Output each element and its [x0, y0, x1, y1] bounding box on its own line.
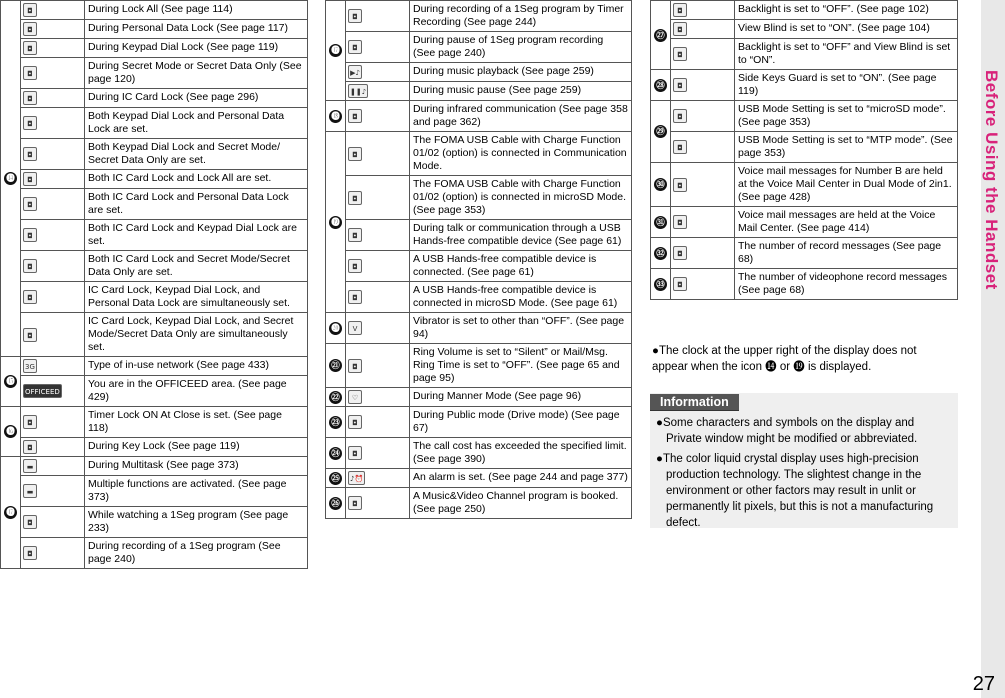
- description: Both IC Card Lock and Lock All are set.: [85, 170, 308, 189]
- table-row: [651, 101, 958, 132]
- music-pause-icon: ❚❚♪: [348, 84, 368, 98]
- description: The number of videophone record messages (See page 68): [735, 269, 958, 300]
- description: IC Card Lock, Keypad Dial Lock, and Secret Mode/Secret Data Only are simultaneously set.: [85, 313, 308, 357]
- public-mode-icon: ◘: [348, 415, 362, 429]
- section-number: [651, 101, 671, 163]
- icon-cell: [671, 101, 735, 132]
- section-number: [1, 1, 21, 357]
- usb-cable-microsd-icon: ◘: [348, 191, 362, 205]
- description: Vibrator is set to other than “OFF”. (See page 94): [410, 313, 632, 344]
- section-number-badge: ㉛: [654, 216, 667, 229]
- voice-mail-b-icon: ◘: [673, 178, 687, 192]
- description: Backlight is set to “OFF” and View Blind is set to “ON”.: [735, 39, 958, 70]
- table-row: [1, 170, 308, 189]
- icon-cell: [21, 170, 85, 189]
- page-number: 27: [972, 673, 995, 695]
- keypad-personal-lock-icon: ◘: [23, 116, 37, 130]
- music-video-channel-icon: ◘: [348, 496, 362, 510]
- manner-mode-icon: ♡: [348, 390, 362, 404]
- table-row: [651, 20, 958, 39]
- information-box: [650, 393, 958, 528]
- icon-cell: [21, 357, 85, 376]
- section-number-badge: ⓮: [4, 172, 17, 185]
- ic-lock-all-icon: ◘: [23, 172, 37, 186]
- usb-cable-icon: ◘: [348, 147, 362, 161]
- icon-cell: [346, 407, 410, 438]
- section-number-badge: ㉚: [654, 178, 667, 191]
- icon-cell: [671, 1, 735, 20]
- description: During Lock All (See page 114): [85, 1, 308, 20]
- description: During Multitask (See page 373): [85, 457, 308, 476]
- icon-cell: [21, 1, 85, 20]
- section-number-badge: ㉝: [654, 278, 667, 291]
- side-keys-guard-icon: ◘: [673, 78, 687, 92]
- description: Backlight is set to “OFF”. (See page 102): [735, 1, 958, 20]
- table-row: [1, 20, 308, 39]
- bullet-icon: ●: [656, 453, 663, 465]
- table-row: [326, 82, 632, 101]
- icon-cell: [21, 39, 85, 58]
- table-row: [326, 438, 632, 469]
- icon-cell: [346, 220, 410, 251]
- record-messages-icon: ◘: [673, 246, 687, 260]
- description: The FOMA USB Cable with Charge Function 01/02 (option) is connected in Communication Mode.: [410, 132, 632, 176]
- table-row: [326, 407, 632, 438]
- table-row: [326, 101, 632, 132]
- description: Timer Lock ON At Close is set. (See page 118): [85, 407, 308, 438]
- table-row: [326, 132, 632, 176]
- section-number-badge: ㉜: [654, 247, 667, 260]
- call-cost-icon: ◘: [348, 446, 362, 460]
- ic-personal-lock-icon: ◘: [23, 197, 37, 211]
- description: The FOMA USB Cable with Charge Function 01/02 (option) is connected in microSD Mode. (See page 353): [410, 176, 632, 220]
- section-number-badge: ⓴: [329, 322, 342, 335]
- section-number-badge: ㉘: [654, 79, 667, 92]
- table-row: [651, 269, 958, 300]
- section-number: [1, 407, 21, 457]
- view-blind-icon: ◘: [673, 22, 687, 36]
- table-row: [651, 163, 958, 207]
- icon-cell: [21, 108, 85, 139]
- lock-all-icon: ◘: [23, 3, 37, 17]
- icon-cell: [346, 176, 410, 220]
- description: Ring Volume is set to “Silent” or Mail/Msg. Ring Time is set to “OFF”. (See page 65 and page 95): [410, 344, 632, 388]
- voice-mail-icon: ◘: [673, 215, 687, 229]
- icon-cell: [671, 39, 735, 70]
- description: During music playback (See page 259): [410, 63, 632, 82]
- section-number: [326, 101, 346, 132]
- information-item: ●The color liquid crystal display uses high-precision production technology. The slightest change in the environment or other factors may result in unlit or permanently lit pixels, but this is not a manufacturing defect.: [656, 453, 934, 529]
- officeed-icon: OFFICEED: [23, 384, 62, 398]
- description: During recording of a 1Seg program by Timer Recording (See page 244): [410, 1, 632, 32]
- description: During infrared communication (See page 358 and page 362): [410, 101, 632, 132]
- icon-cell: [671, 20, 735, 39]
- icon-cell: [21, 457, 85, 476]
- description: A USB Hands-free compatible device is connected in microSD Mode. (See page 61): [410, 282, 632, 313]
- table-row: [651, 207, 958, 238]
- clock-note-text: The clock at the upper right of the display does not appear when the icon ⓮ or ⓳ is displayed.: [652, 345, 917, 373]
- section-number: [651, 238, 671, 269]
- description: Multiple functions are activated. (See page 373): [85, 476, 308, 507]
- table-row: [651, 39, 958, 70]
- section-number-badge: ㉗: [654, 29, 667, 42]
- information-heading: Information: [650, 394, 739, 411]
- section-number-badge: ㉖: [329, 497, 342, 510]
- table-row: [326, 63, 632, 82]
- description: During Public mode (Drive mode) (See page 67): [410, 407, 632, 438]
- icon-cell: [346, 344, 410, 388]
- table-row: [651, 1, 958, 20]
- icon-cell: [21, 476, 85, 507]
- icon-cell: [346, 101, 410, 132]
- description: During Keypad Dial Lock (See page 119): [85, 39, 308, 58]
- section-number: [326, 407, 346, 438]
- description: During Key Lock (See page 119): [85, 438, 308, 457]
- table-row: [326, 251, 632, 282]
- ring-volume-silent-icon: ◘: [348, 359, 362, 373]
- section-number: [326, 488, 346, 519]
- left-column: [0, 0, 308, 569]
- vibrator-icon: V: [348, 321, 362, 335]
- description: During talk or communication through a USB Hands-free compatible device (See page 61): [410, 220, 632, 251]
- icon-cell: [21, 282, 85, 313]
- section-number: [326, 344, 346, 388]
- description: You are in the OFFICEED area. (See page 429): [85, 376, 308, 407]
- description: View Blind is set to “ON”. (See page 104): [735, 20, 958, 39]
- description: During Secret Mode or Secret Data Only (See page 120): [85, 58, 308, 89]
- table-row: [326, 220, 632, 251]
- description: While watching a 1Seg program (See page 233): [85, 507, 308, 538]
- 1seg-watch-icon: ◘: [23, 515, 37, 529]
- table-row: [1, 457, 308, 476]
- icon-cell: [346, 388, 410, 407]
- description: During Manner Mode (See page 96): [410, 388, 632, 407]
- icon-cell: [21, 139, 85, 170]
- icon-cell: [21, 313, 85, 357]
- table-row: [1, 1, 308, 20]
- table-row: [326, 469, 632, 488]
- information-item: ●Some characters and symbols on the display and Private window might be modified or abbreviated.: [656, 417, 918, 445]
- icon-cell: [21, 20, 85, 39]
- description: During Personal Data Lock (See page 117): [85, 20, 308, 39]
- 1seg-timer-record-icon: ◘: [348, 9, 362, 23]
- ic-card-lock-icon: ◘: [23, 91, 37, 105]
- section-number: [326, 313, 346, 344]
- description: A Music&Video Channel program is booked. (See page 250): [410, 488, 632, 519]
- table-row: [1, 313, 308, 357]
- timer-lock-icon: ◘: [23, 415, 37, 429]
- description: Voice mail messages for Number B are held at the Voice Mail Center in Dual Mode of 2in1. (See page 428): [735, 163, 958, 207]
- right-column: [650, 0, 958, 300]
- table-row: [1, 476, 308, 507]
- description: During recording of a 1Seg program (See page 240): [85, 538, 308, 569]
- table-row: [1, 139, 308, 170]
- section-number-badge: ⓲: [329, 110, 342, 123]
- table-row: [651, 238, 958, 269]
- table-row: [1, 376, 308, 407]
- icon-cell: [671, 207, 735, 238]
- icon-cell: [346, 251, 410, 282]
- section-number-badge: ㉑: [329, 359, 342, 372]
- ic-secret-lock-icon: ◘: [23, 259, 37, 273]
- music-playback-icon: ▶♪: [348, 65, 362, 79]
- table-row: [1, 538, 308, 569]
- section-number: [326, 388, 346, 407]
- middle-icon-table: [325, 0, 632, 519]
- icon-cell: [346, 82, 410, 101]
- description: During music pause (See page 259): [410, 82, 632, 101]
- section-number-badge: ㉔: [329, 447, 342, 460]
- left-icon-table: [0, 0, 308, 569]
- section-number-badge: ⓱: [329, 44, 342, 57]
- table-row: [1, 108, 308, 139]
- usb-handsfree-talk-icon: ◘: [348, 228, 362, 242]
- section-number: [651, 269, 671, 300]
- usb-handsfree-icon: ◘: [348, 259, 362, 273]
- table-row: [326, 344, 632, 388]
- section-number-badge: ㉕: [329, 472, 342, 485]
- section-number: [326, 132, 346, 313]
- icon-cell: [346, 313, 410, 344]
- description: Both Keypad Dial Lock and Personal Data Lock are set.: [85, 108, 308, 139]
- description: The number of record messages (See page 68): [735, 238, 958, 269]
- description: Side Keys Guard is set to “ON”. (See page 119): [735, 70, 958, 101]
- table-row: [1, 39, 308, 58]
- usb-mtp-mode-icon: ◘: [673, 140, 687, 154]
- section-number: [326, 438, 346, 469]
- icon-cell: [346, 488, 410, 519]
- keypad-secret-lock-icon: ◘: [23, 147, 37, 161]
- table-row: [326, 313, 632, 344]
- icon-cell: [21, 189, 85, 220]
- table-row: [326, 176, 632, 220]
- section-number: [651, 70, 671, 101]
- table-row: [1, 89, 308, 108]
- description: USB Mode Setting is set to “MTP mode”. (See page 353): [735, 132, 958, 163]
- table-row: [1, 438, 308, 457]
- section-number-badge: ⓰: [4, 425, 17, 438]
- table-row: [1, 507, 308, 538]
- description: IC Card Lock, Keypad Dial Lock, and Personal Data Lock are simultaneously set.: [85, 282, 308, 313]
- icon-cell: [21, 89, 85, 108]
- icon-cell: [671, 70, 735, 101]
- description: USB Mode Setting is set to “microSD mode”. (See page 353): [735, 101, 958, 132]
- side-tab-title: Before Using the Handset: [982, 70, 1001, 290]
- icon-cell: [21, 58, 85, 89]
- ic-keypad-secret-lock-icon: ◘: [23, 328, 37, 342]
- usb-microsd-mode-icon: ◘: [673, 109, 687, 123]
- table-row: [326, 1, 632, 32]
- icon-cell: [671, 269, 735, 300]
- section-number-badge: ⓱: [4, 506, 17, 519]
- ic-keypad-personal-lock-icon: ◘: [23, 290, 37, 304]
- section-number: [651, 207, 671, 238]
- description: During IC Card Lock (See page 296): [85, 89, 308, 108]
- table-row: [1, 282, 308, 313]
- table-row: [1, 58, 308, 89]
- section-number: [651, 163, 671, 207]
- icon-cell: [671, 163, 735, 207]
- description: During pause of 1Seg program recording (See page 240): [410, 32, 632, 63]
- alarm-icon: ♪⏰: [348, 471, 365, 485]
- icon-cell: [671, 132, 735, 163]
- icon-cell: [346, 1, 410, 32]
- section-number: [1, 357, 21, 407]
- description: Both IC Card Lock and Personal Data Lock are set.: [85, 189, 308, 220]
- icon-cell: [21, 407, 85, 438]
- table-row: [1, 357, 308, 376]
- icon-cell: [21, 507, 85, 538]
- section-number: [326, 1, 346, 101]
- section-number-badge: ⓯: [4, 375, 17, 388]
- clock-note: [652, 343, 952, 375]
- infrared-icon: ◘: [348, 109, 362, 123]
- middle-column: [325, 0, 632, 519]
- icon-cell: [346, 438, 410, 469]
- description: Both IC Card Lock and Secret Mode/Secret Data Only are set.: [85, 251, 308, 282]
- table-row: [1, 251, 308, 282]
- 1seg-record-icon: ◘: [23, 546, 37, 560]
- icon-cell: [21, 220, 85, 251]
- multiple-functions-icon: ▬: [23, 484, 37, 498]
- section-number: [1, 457, 21, 569]
- section-number-badge: ㉓: [329, 416, 342, 429]
- description: Voice mail messages are held at the Voice Mail Center. (See page 414): [735, 207, 958, 238]
- bullet-icon: ●: [652, 345, 659, 357]
- videophone-record-icon: ◘: [673, 277, 687, 291]
- icon-cell: [346, 282, 410, 313]
- icon-cell: [21, 251, 85, 282]
- table-row: [326, 388, 632, 407]
- icon-cell: [21, 438, 85, 457]
- network-type-icon: 3G: [23, 359, 37, 373]
- icon-cell: [346, 63, 410, 82]
- section-number-badge: ⓳: [329, 216, 342, 229]
- table-row: [1, 189, 308, 220]
- description: An alarm is set. (See page 244 and page 377): [410, 469, 632, 488]
- usb-handsfree-microsd-icon: ◘: [348, 290, 362, 304]
- description: Type of in-use network (See page 433): [85, 357, 308, 376]
- description: A USB Hands-free compatible device is connected. (See page 61): [410, 251, 632, 282]
- table-row: [651, 70, 958, 101]
- key-lock-icon: ◘: [23, 440, 37, 454]
- icon-cell: [671, 238, 735, 269]
- icon-cell: [346, 132, 410, 176]
- table-row: [651, 132, 958, 163]
- section-number: [326, 469, 346, 488]
- icon-cell: [346, 32, 410, 63]
- multitask-icon: ▬: [23, 459, 37, 473]
- personal-data-lock-icon: ◘: [23, 22, 37, 36]
- icon-cell: [346, 469, 410, 488]
- description: Both IC Card Lock and Keypad Dial Lock are set.: [85, 220, 308, 251]
- section-number: [651, 1, 671, 70]
- table-row: [326, 488, 632, 519]
- table-row: [1, 220, 308, 251]
- backlight-off-view-blind-icon: ◘: [673, 47, 687, 61]
- icon-cell: [21, 538, 85, 569]
- 1seg-pause-icon: ◘: [348, 40, 362, 54]
- secret-mode-icon: ◘: [23, 66, 37, 80]
- section-number-badge: ㉙: [654, 125, 667, 138]
- table-row: [326, 282, 632, 313]
- backlight-off-icon: ◘: [673, 3, 687, 17]
- section-number-badge: ㉒: [329, 391, 342, 404]
- table-row: [326, 32, 632, 63]
- right-icon-table: [650, 0, 958, 300]
- icon-cell: [21, 376, 85, 407]
- description: Both Keypad Dial Lock and Secret Mode/ Secret Data Only are set.: [85, 139, 308, 170]
- table-row: [1, 407, 308, 438]
- keypad-dial-lock-icon: ◘: [23, 41, 37, 55]
- ic-keypad-lock-icon: ◘: [23, 228, 37, 242]
- bullet-icon: ●: [656, 417, 663, 429]
- description: The call cost has exceeded the specified limit. (See page 390): [410, 438, 632, 469]
- side-tab: [981, 0, 1005, 698]
